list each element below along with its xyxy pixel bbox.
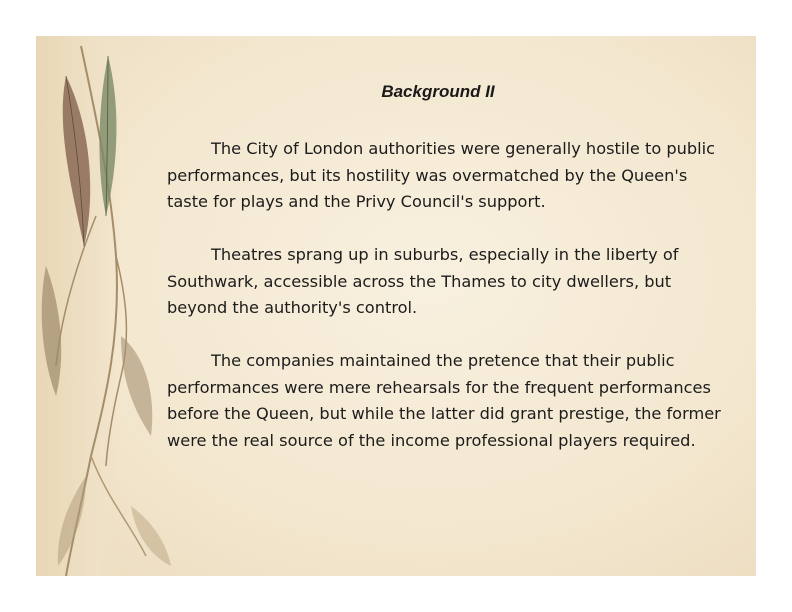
paragraph-2: Theatres sprang up in suburbs, especially in the liberty of Southwark, accessible across the Thames to city dwellers, but beyond the authority's control. — [167, 245, 679, 317]
paragraph-1: The City of London authorities were generally hostile to public performances, but its hostility was overmatched by the Queen's taste for plays and the Privy Council's support. — [167, 139, 716, 211]
paragraph-3: The companies maintained the pretence that their public performances were mere rehearsals for the frequent performances before the Queen, but while the latter did grant prestige, the former were the real source of the income professional players required. — [167, 351, 721, 450]
slide-title: Background II — [381, 82, 495, 101]
slide — [36, 36, 756, 576]
slide-body — [167, 136, 732, 481]
